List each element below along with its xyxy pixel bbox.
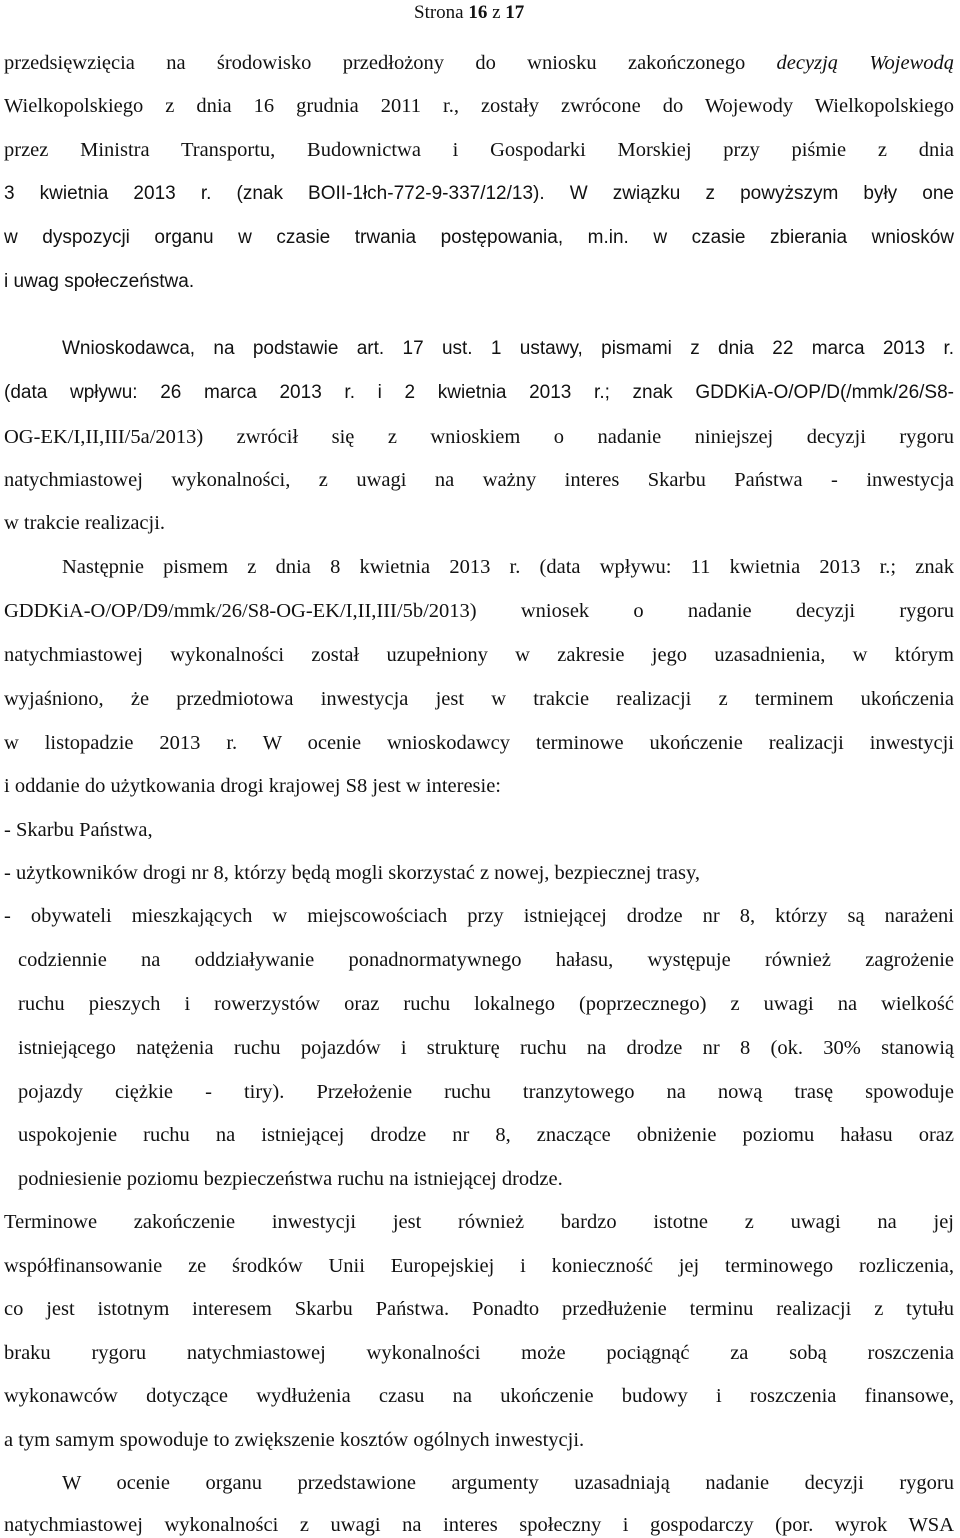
text-line: OG-EK/I,II,III/5a/2013) zwrócił się z wnioskiem o nadanie niniejszej decyzji rygoru xyxy=(4,426,954,448)
text-line: GDDKiA-O/OP/D9/mmk/26/S8-OG-EK/I,II,III/5b/2013) wniosek o nadanie decyzji rygoru xyxy=(4,600,954,622)
text-line: co jest istotnym interesem Skarbu Państwa. Ponadto przedłużenie terminu realizacji z tytułu xyxy=(4,1298,954,1320)
text-line: pojazdy ciężkie - tiry). Przełożenie ruchu tranzytowego na nową trasę spowoduje xyxy=(18,1081,954,1103)
text-line: uspokojenie ruchu na istniejącej drodze nr 8, znaczące obniżenie poziomu hałasu oraz xyxy=(18,1124,954,1146)
text-line: przedsięwzięcia na środowisko przedłożony do wniosku zakończonego decyzją Wojewodą xyxy=(4,52,954,74)
text-line: Terminowe zakończenie inwestycji jest również bardzo istotne z uwagi na jej xyxy=(4,1211,954,1233)
text-line: natychmiastowej wykonalności z uwagi na interes społeczny i gospodarczy (por. wyrok WSA xyxy=(4,1514,954,1536)
text-line: codziennie na oddziaływanie ponadnormatywnego hałasu, występuje również zagrożenie xyxy=(18,949,954,971)
text-line: (data wpływu: 26 marca 2013 r. i 2 kwietnia 2013 r.; znak GDDKiA-O/OP/D(/mmk/26/S8- xyxy=(4,382,954,403)
text-line: współfinansowanie ze środków Unii Europejskiej i konieczność jej terminowego rozliczenia, xyxy=(4,1255,954,1277)
text-line: przez Ministra Transportu, Budownictwa i Gospodarki Morskiej przy piśmie z dnia xyxy=(4,139,954,161)
text-line: W ocenie organu przedstawione argumenty uzasadniają nadanie decyzji rygoru xyxy=(62,1472,954,1494)
text-line: braku rygoru natychmiastowej wykonalności może pociągnąć za sobą roszczenia xyxy=(4,1342,954,1364)
text-line: podniesienie poziomu bezpieczeństwa ruchu na istniejącej drodze. xyxy=(18,1168,563,1190)
text-line: w listopadzie 2013 r. W ocenie wnioskodawcy terminowe ukończenie realizacji inwestycji xyxy=(4,732,954,754)
text-line: wykonawców dotyczące wydłużenia czasu na ukończenie budowy i roszczenia finansowe, xyxy=(4,1385,954,1407)
text-line: Wielkopolskiego z dnia 16 grudnia 2011 r., zostały zwrócone do Wojewody Wielkopolskiego xyxy=(4,95,954,117)
page-prefix: Strona xyxy=(414,2,464,23)
text-line: i uwag społeczeństwa. xyxy=(4,271,195,292)
text-line: w trakcie realizacji. xyxy=(4,512,166,534)
text-line: istniejącego natężenia ruchu pojazdów i strukturę ruchu na drodze nr 8 (ok. 30% stanowią xyxy=(18,1037,954,1059)
list-item: - Skarbu Państwa, xyxy=(4,819,153,841)
text-line: a tym samym spowoduje to zwiększenie kosztów ogólnych inwestycji. xyxy=(4,1429,585,1451)
text-line: ruchu pieszych i rowerzystów oraz ruchu lokalnego (poprzecznego) z uwagi na wielkość xyxy=(18,993,954,1015)
text-line: wyjaśniono, że przedmiotowa inwestycja jest w trakcie realizacji z terminem ukończenia xyxy=(4,688,954,710)
page-number xyxy=(414,1,524,25)
text-line: Następnie pismem z dnia 8 kwietnia 2013 r. (data wpływu: 11 kwietnia 2013 r.; znak xyxy=(62,556,954,578)
text-line: natychmiastowej wykonalności, z uwagi na ważny interes Skarbu Państwa - inwestycja xyxy=(4,469,954,491)
page-current: 16 xyxy=(468,2,488,23)
list-item: - obywateli mieszkających w miejscowościach przy istniejącej drodze nr 8, którzy są narażeni xyxy=(4,905,954,927)
list-item: - użytkowników drogi nr 8, którzy będą mogli skorzystać z nowej, bezpiecznej trasy, xyxy=(4,862,701,884)
text-line: i oddanie do użytkowania drogi krajowej S8 jest w interesie: xyxy=(4,775,502,797)
page-separator: z xyxy=(492,2,501,23)
text-line: natychmiastowej wykonalności został uzupełniony w zakresie jego uzasadnienia, w którym xyxy=(4,644,954,666)
page-total: 17 xyxy=(505,2,525,23)
text-line: 3 kwietnia 2013 r. (znak BOII-1łch-772-9-337/12/13). W związku z powyższym były one xyxy=(4,183,954,204)
text-line: w dyspozycji organu w czasie trwania postępowania, m.in. w czasie zbierania wniosków xyxy=(4,227,954,248)
text-line: Wnioskodawca, na podstawie art. 17 ust. 1 ustawy, pismami z dnia 22 marca 2013 r. xyxy=(62,338,954,359)
